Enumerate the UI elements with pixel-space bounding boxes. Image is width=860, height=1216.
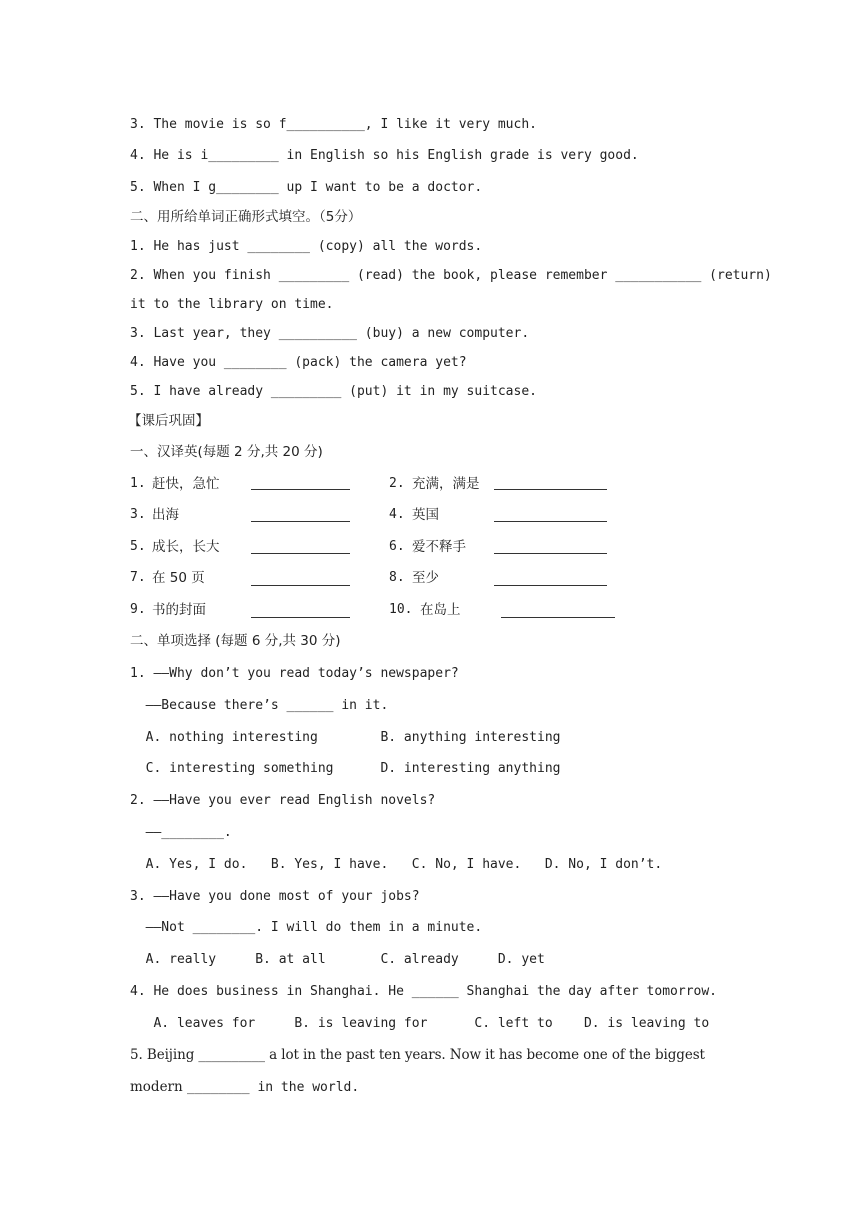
choice-line: ——________.	[130, 825, 232, 840]
translate-item-text: 在 50 页	[152, 570, 205, 586]
translate-item-num: 3.	[130, 507, 146, 522]
translate-item-text: 英国	[412, 507, 439, 523]
choice-options: C. interesting something D. interesting anything	[130, 761, 561, 776]
choice-line-cont	[130, 1078, 359, 1097]
translate-item-num: 9.	[130, 602, 146, 617]
fill-question-4: 4. He is i_________ in English so his English grade is very good.	[130, 148, 639, 163]
translate-item-num: 10.	[389, 602, 413, 617]
choice-line: 1. ——Why don’t you read today’s newspaper?	[130, 666, 459, 681]
fill-question-5: 5. When I g________ up I want to be a doctor.	[130, 180, 483, 195]
choice-title: 二、单项选择 (每题 6 分,共 30 分)	[130, 633, 341, 649]
translate-item-num: 7.	[130, 570, 146, 585]
translate-item-text: 出海	[152, 507, 179, 523]
choice-line: ——Because there’s ______ in it.	[130, 698, 389, 713]
answer-blank[interactable]	[494, 553, 607, 554]
word-form-question-2: 2. When you finish _________ (read) the book, please remember ___________ (return)	[130, 268, 772, 283]
translate-item-num: 8.	[389, 570, 405, 585]
translate-item-text: 爱不释手	[412, 539, 466, 555]
answer-blank[interactable]	[494, 585, 607, 586]
translate-item-num: 2.	[389, 476, 405, 491]
answer-blank[interactable]	[251, 585, 350, 586]
translate-item-text: 成长，长大	[152, 539, 220, 555]
translate-item-text: 在岛上	[420, 602, 461, 618]
answer-blank[interactable]	[251, 521, 350, 522]
choice-options: A. leaves for B. is leaving for C. left to D. is leaving to	[130, 1016, 710, 1031]
after-class-title: 【课后巩固】	[128, 413, 209, 429]
word-form-question-2-cont: it to the library on time.	[130, 297, 334, 312]
translate-item-num: 6.	[389, 539, 405, 554]
choice-line-part: ________ in the world.	[187, 1080, 360, 1095]
word-form-question-4: 4. Have you ________ (pack) the camera yet?	[130, 355, 467, 370]
choice-line: 2. ——Have you ever read English novels?	[130, 793, 436, 808]
choice-line: 3. ——Have you done most of your jobs?	[130, 889, 420, 904]
answer-blank[interactable]	[494, 521, 607, 522]
translate-item-text: 书的封面	[152, 602, 206, 618]
translate-item-text: 充满，满是	[412, 476, 480, 492]
translate-item-text: 至少	[412, 570, 439, 586]
answer-blank[interactable]	[251, 553, 350, 554]
answer-blank[interactable]	[494, 489, 607, 490]
choice-options: A. Yes, I do. B. Yes, I have. C. No, I have. D. No, I don’t.	[130, 857, 663, 872]
word-form-question-1: 1. He has just ________ (copy) all the words.	[130, 239, 483, 254]
translate-title: 一、汉译英(每题 2 分,共 20 分)	[130, 444, 323, 460]
translate-item-num: 1.	[130, 476, 146, 491]
section-two-title: 二、用所给单词正确形式填空。（5分）	[130, 209, 362, 225]
fill-question-3: 3. The movie is so f__________, I like it very much.	[130, 117, 537, 132]
translate-item-num: 4.	[389, 507, 405, 522]
word-form-question-5: 5. I have already _________ (put) it in my suitcase.	[130, 384, 537, 399]
answer-blank[interactable]	[501, 617, 615, 618]
choice-line-part: modern	[130, 1079, 187, 1095]
translate-item-text: 赶快，急忙	[152, 476, 220, 492]
translate-item-num: 5.	[130, 539, 146, 554]
word-form-question-3: 3. Last year, they __________ (buy) a new computer.	[130, 326, 530, 341]
choice-line: 4. He does business in Shanghai. He ______ Shanghai the day after tomorrow.	[130, 984, 717, 999]
choice-options: A. nothing interesting B. anything interesting	[130, 730, 561, 745]
choice-line: 5. Beijing __________ a lot in the past ten years. Now it has become one of the biggest	[130, 1047, 705, 1063]
choice-line: ——Not ________. I will do them in a minute.	[130, 920, 483, 935]
answer-blank[interactable]	[251, 489, 350, 490]
answer-blank[interactable]	[251, 617, 350, 618]
choice-options: A. really B. at all C. already D. yet	[130, 952, 545, 967]
